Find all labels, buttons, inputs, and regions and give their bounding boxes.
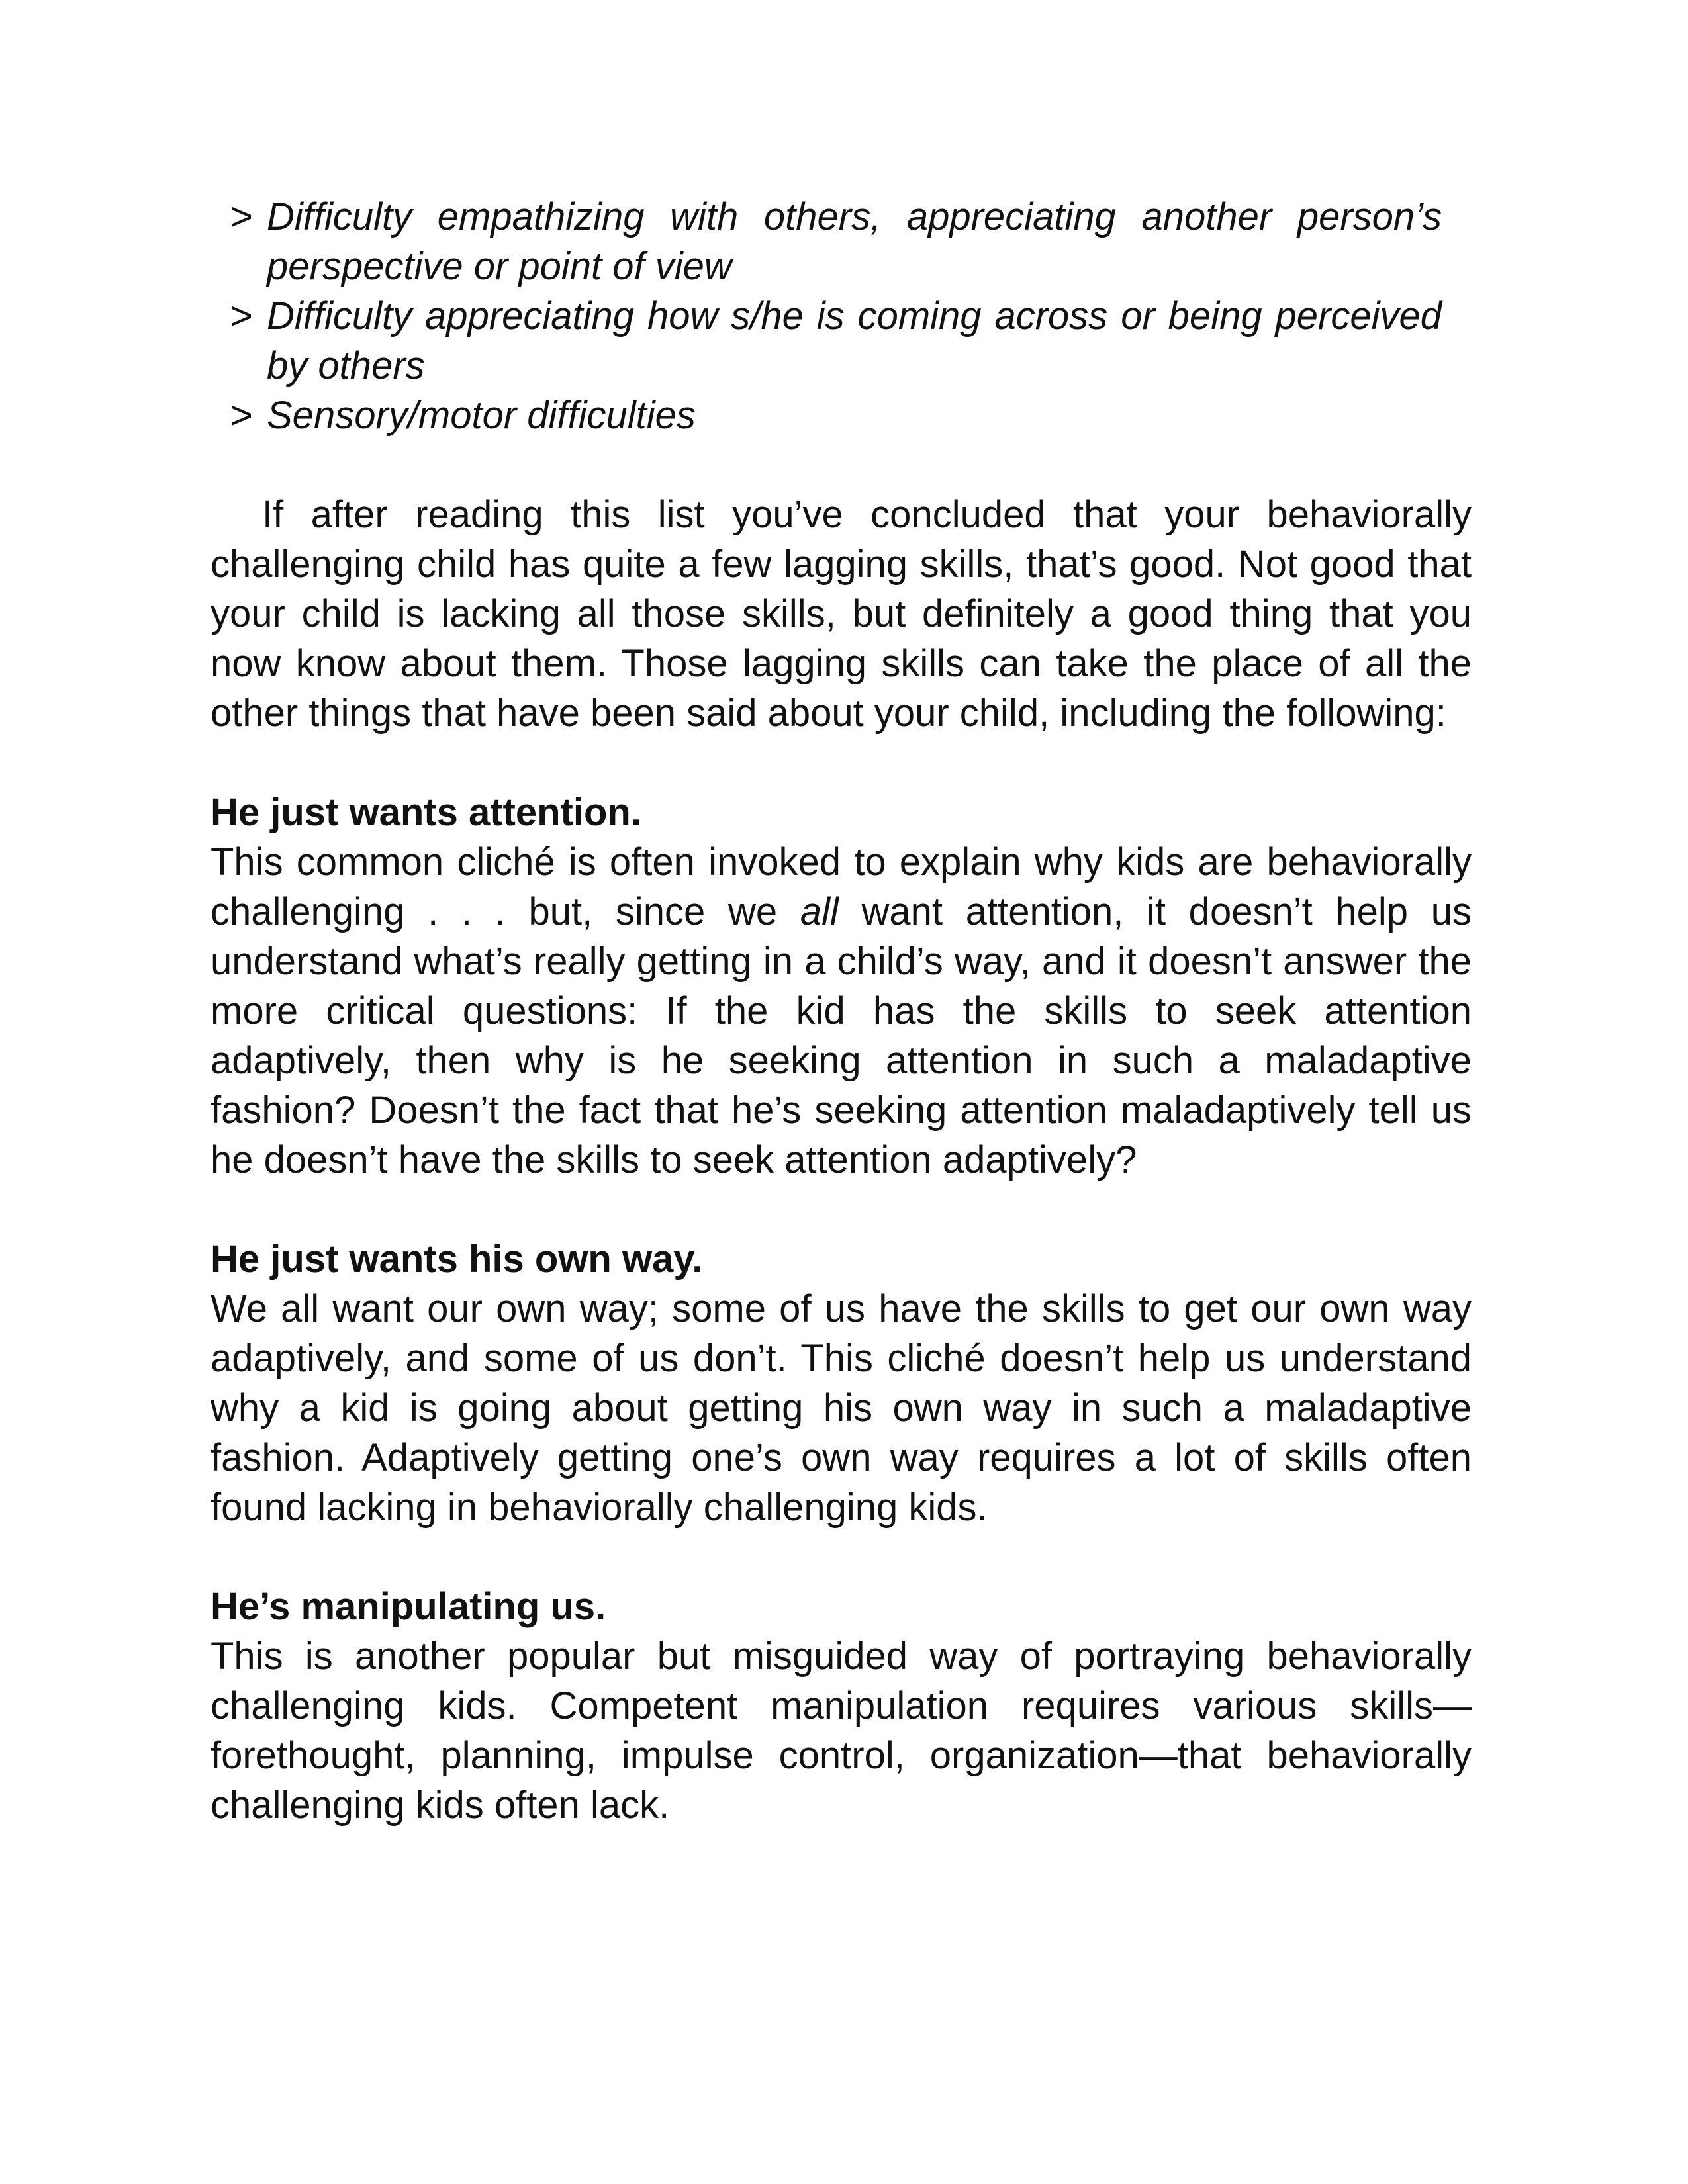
section-heading: He just wants his own way. bbox=[211, 1238, 703, 1281]
document-page bbox=[211, 192, 1472, 1830]
body-text: This common cliché is often invoked to explain why kids are behaviorally challenging . . . but, since we bbox=[211, 841, 1472, 933]
body-text: want attention, it doesn’t help us understand what’s really getting in a child’s way, and it doesn’t answer the more critical questions: If the kid has the skills to seek attention adaptively, then why is he seeking attention in such a maladaptive fashion? Doesn’t the fact that he’s seeking attention maladaptively tell us he doesn’t have the skills to seek attention adaptively? bbox=[211, 890, 1472, 1181]
section-heading: He just wants attention. bbox=[211, 791, 641, 834]
section-manipulating bbox=[211, 1582, 1472, 1830]
bullet-marker: > bbox=[230, 295, 253, 338]
list-item bbox=[230, 192, 1442, 291]
intro-paragraph: If after reading this list you’ve concluded that your behaviorally challenging child has quite a few lagging skills, that’s good. Not good that your child is lacking all those skills, but definitely a good thing that you now know about them. Those lagging skills can take the place of all the other things that have been said about your child, including the following: bbox=[211, 493, 1472, 735]
section-body: We all want our own way; some of us have the skills to get our own way adaptively, and some of us don’t. This cliché doesn’t help us understand why a kid is going about getting his own way in such a maladaptive fashion. Adaptively getting one’s own way requires a lot of skills often found lacking in behaviorally challenging kids. bbox=[211, 1287, 1472, 1529]
bullet-marker: > bbox=[230, 394, 253, 437]
list-item-text: Difficulty appreciating how s/he is coming across or being perceived by others bbox=[267, 295, 1442, 387]
section-own-way bbox=[211, 1234, 1472, 1532]
section-body: This is another popular but misguided way of portraying behaviorally challenging kids. Competent manipulation requires various skills—forethought, planning, impulse control, organization—that behaviorally challenging kids often lack. bbox=[211, 1635, 1472, 1827]
bullet-marker: > bbox=[230, 195, 253, 238]
section-heading: He’s manipulating us. bbox=[211, 1585, 606, 1628]
list-item-text: Sensory/motor difficulties bbox=[267, 394, 696, 437]
body-emphasis: all bbox=[800, 890, 839, 933]
list-item-text: Difficulty empathizing with others, appreciating another person’s perspective or point of view bbox=[267, 195, 1442, 288]
list-item bbox=[230, 390, 1442, 440]
lagging-skills-list bbox=[230, 192, 1442, 440]
section-attention bbox=[211, 788, 1472, 1185]
list-item bbox=[230, 291, 1442, 390]
section-body bbox=[211, 837, 1472, 1185]
